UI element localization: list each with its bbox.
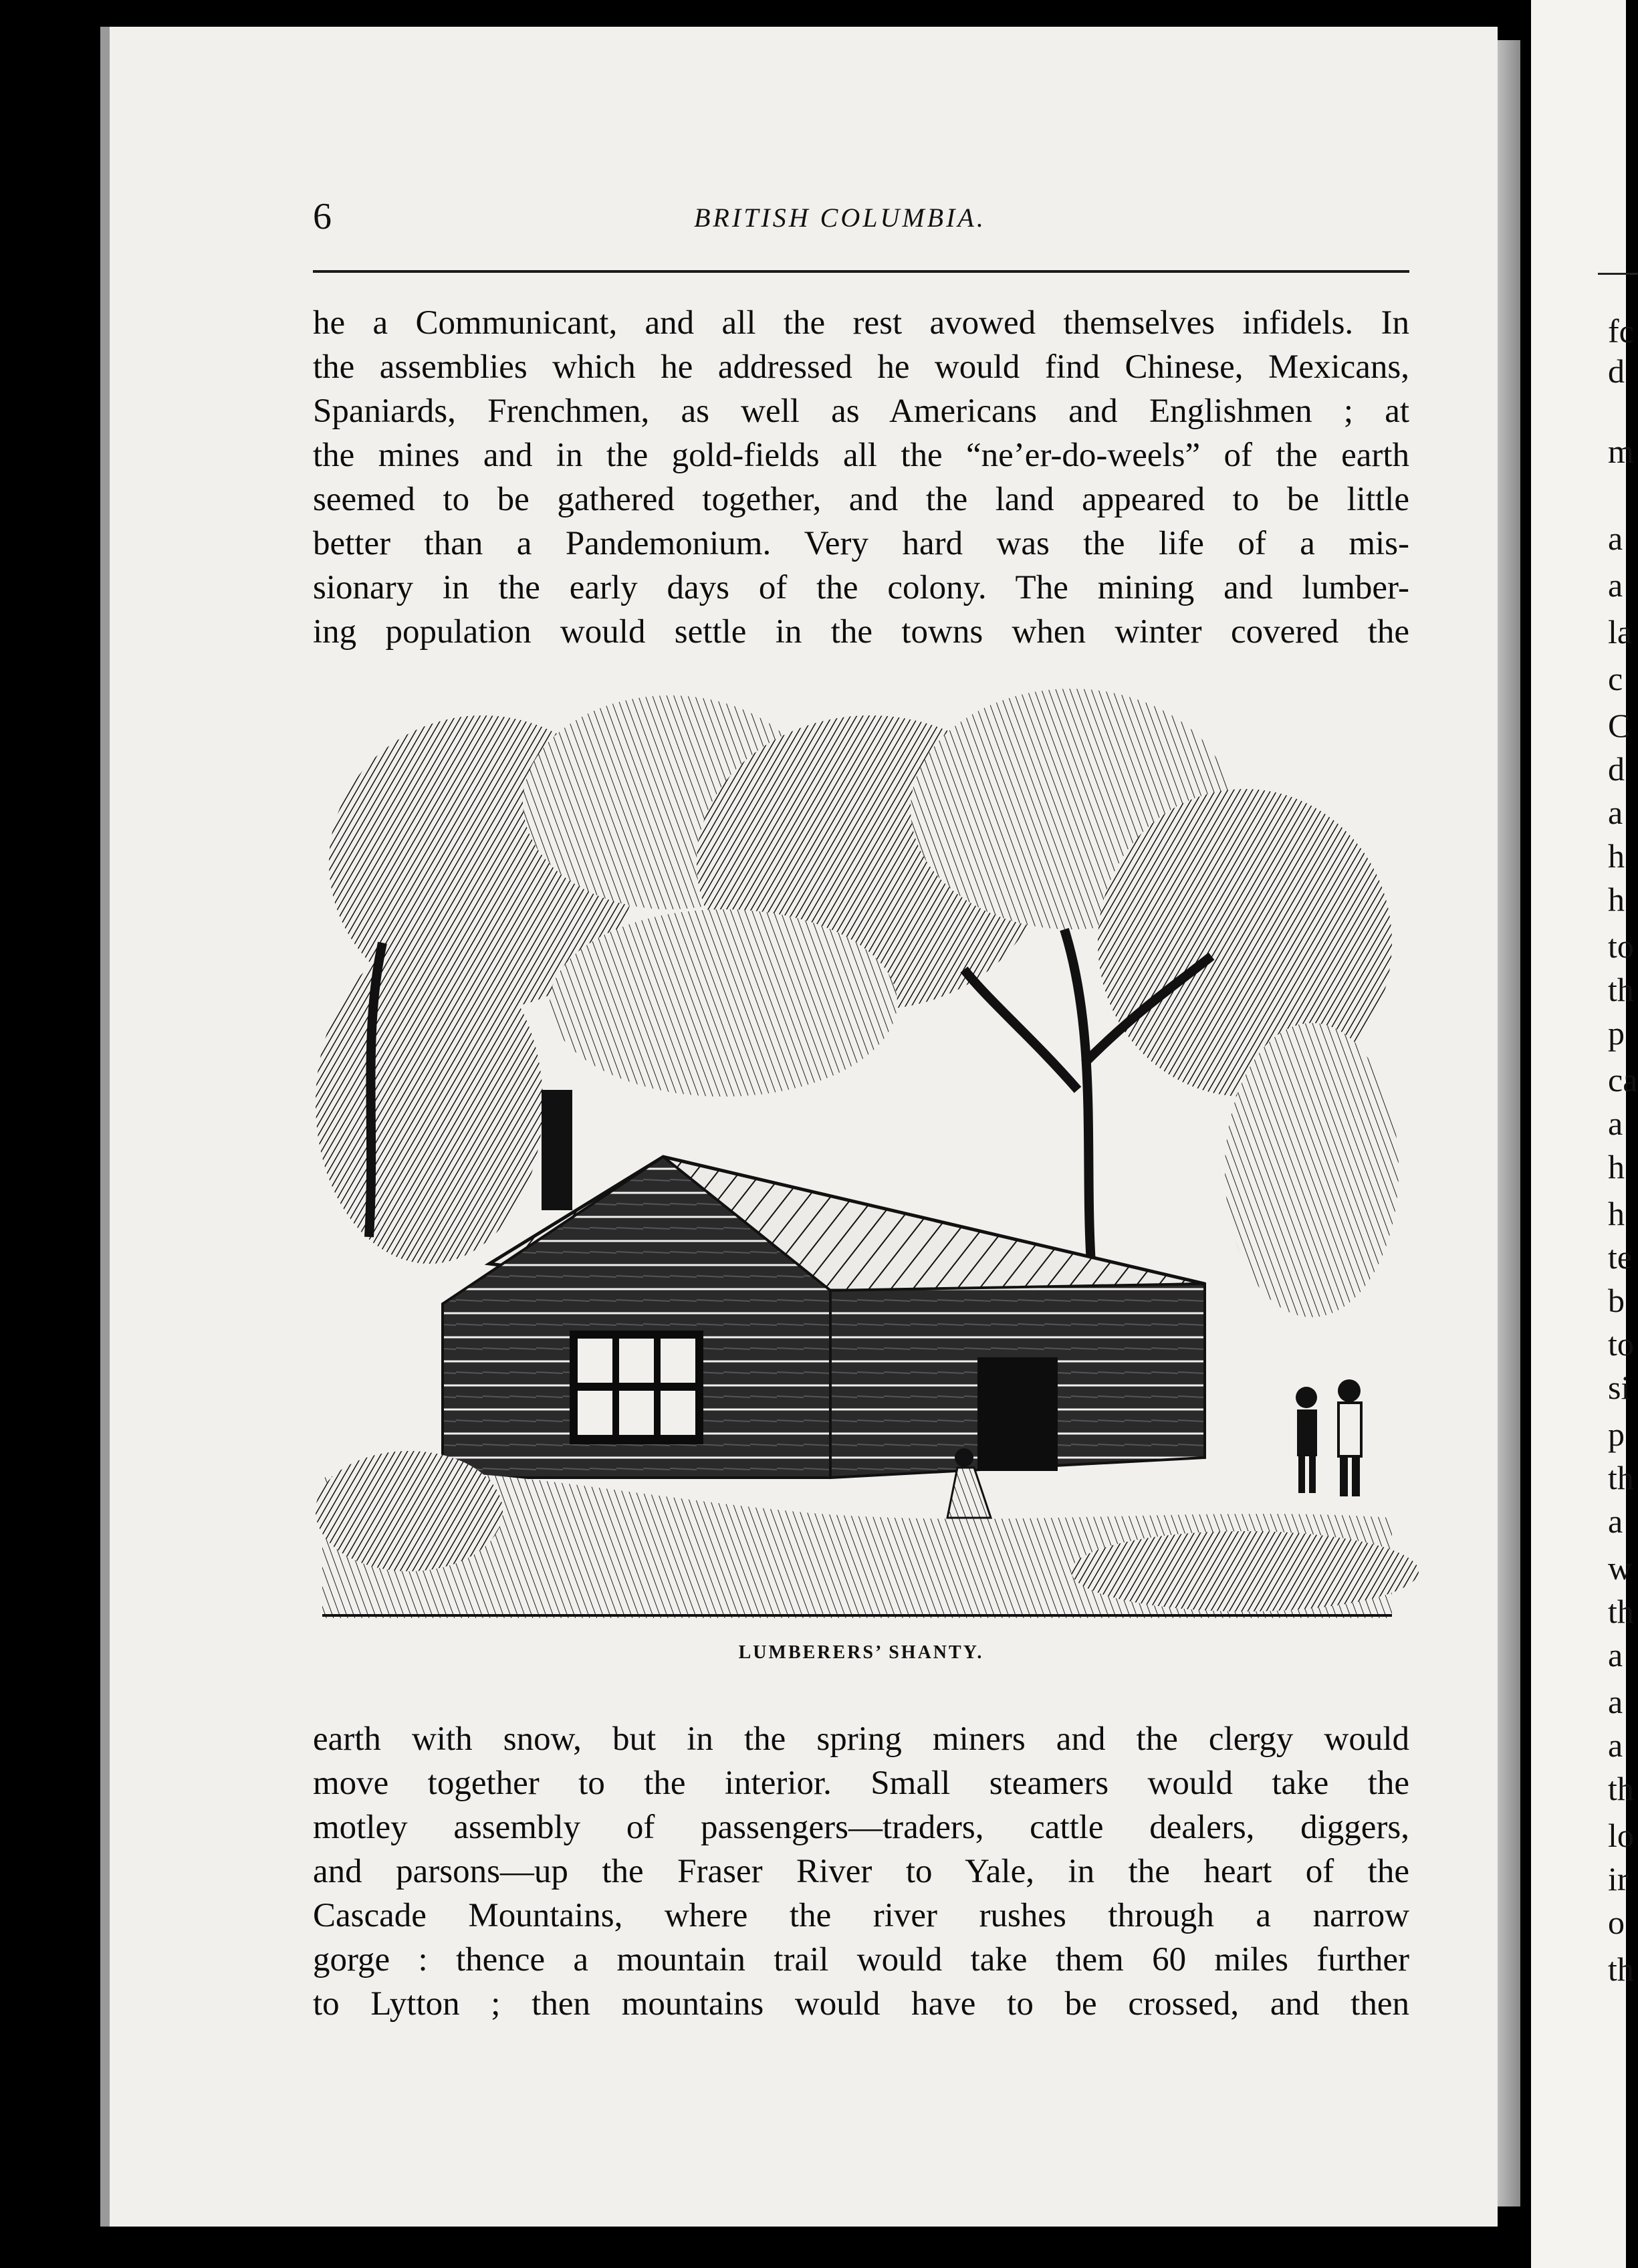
cabin-window	[570, 1331, 703, 1444]
text-line: sionary in the early days of the colony. The mining and lumber-	[313, 569, 1409, 606]
facing-page-letter: th	[1608, 1950, 1634, 1988]
facing-page-letter: a	[1608, 1105, 1623, 1142]
facing-page-letter: th	[1608, 1770, 1634, 1807]
facing-page-letter: C	[1608, 707, 1631, 744]
facing-page-letter: m	[1608, 433, 1634, 470]
facing-page-letter: th	[1608, 971, 1634, 1008]
facing-page-letter: lo	[1608, 1817, 1634, 1854]
body-text-bottom	[313, 1717, 1409, 2026]
facing-page-letter: a	[1608, 794, 1623, 831]
text-line: Cascade Mountains, where the river rushes through a narrow	[313, 1897, 1409, 1934]
text-line: move together to the interior. Small steamers would take the	[313, 1765, 1409, 1802]
facing-page-letter: ca	[1608, 1061, 1638, 1099]
facing-page-letter: a	[1608, 566, 1623, 604]
facing-page-letter: th	[1608, 1593, 1634, 1630]
header-rule	[313, 270, 1409, 273]
facing-page-rule	[1598, 273, 1638, 275]
text-line: he a Communicant, and all the rest avowed themselves infidels. In	[313, 304, 1409, 342]
facing-page-letter: a	[1608, 1683, 1623, 1720]
facing-page-letter: to	[1608, 1325, 1634, 1363]
facing-page-letter: si	[1608, 1369, 1631, 1406]
facing-page-letter: a	[1608, 1636, 1623, 1674]
facing-page-letter: h	[1608, 837, 1625, 875]
facing-page-letter: fc	[1608, 312, 1634, 350]
facing-page-letter: w	[1608, 1549, 1633, 1587]
page-gutter	[1498, 40, 1520, 2206]
text-line: the mines and in the gold-fields all the “ne’er-do-weels” of the earth	[313, 437, 1409, 474]
facing-page-letter: c	[1608, 660, 1623, 697]
facing-page-letter: d	[1608, 750, 1625, 788]
text-line: motley assembly of passengers—traders, cattle dealers, diggers,	[313, 1809, 1409, 1846]
text-line: seemed to be gathered together, and the land appeared to be little	[313, 481, 1409, 518]
facing-page-letter: ir	[1608, 1860, 1629, 1898]
facing-page-letter: p	[1608, 1415, 1625, 1453]
facing-page-letter: te	[1608, 1238, 1633, 1276]
text-line: the assemblies which he addressed he would find Chinese, Mexicans,	[313, 348, 1409, 386]
body-text-top	[313, 301, 1409, 654]
facing-page-letter: th	[1608, 1459, 1634, 1496]
facing-page-letter: h	[1608, 1195, 1625, 1232]
illustration-caption: LUMBERERS’ SHANTY.	[738, 1642, 984, 1663]
page-header	[313, 195, 1409, 249]
running-title: BRITISH COLUMBIA.	[694, 203, 986, 233]
facing-page-letter: la	[1608, 613, 1633, 651]
facing-page-letter: d	[1608, 352, 1625, 390]
facing-page-letter: h	[1608, 881, 1625, 918]
text-line: ing population would settle in the towns when winter covered the	[313, 613, 1409, 651]
text-line: gorge : thence a mountain trail would take them 60 miles further	[313, 1941, 1409, 1978]
cabin-door	[977, 1357, 1058, 1471]
standing-men	[1296, 1379, 1361, 1496]
facing-page-letter: a	[1608, 1726, 1623, 1764]
page-number: 6	[313, 196, 332, 237]
facing-page-letter: to	[1608, 927, 1634, 965]
lumberers-shanty-engraving	[322, 689, 1392, 1618]
facing-page-letter: h	[1608, 1148, 1625, 1185]
text-line: better than a Pandemonium. Very hard was the life of a mis-	[313, 525, 1409, 562]
facing-page-letter: b	[1608, 1282, 1625, 1319]
chimney	[542, 1090, 572, 1210]
text-line: earth with snow, but in the spring miners and the clergy would	[313, 1720, 1409, 1758]
text-line: to Lytton ; then mountains would have to be crossed, and then	[313, 1985, 1409, 2023]
text-line: and parsons—up the Fraser River to Yale, in the heart of the	[313, 1853, 1409, 1890]
facing-page-fragment	[1531, 0, 1638, 2268]
text-line: Spaniards, Frenchmen, as well as Americans and Englishmen ; at	[313, 392, 1409, 430]
facing-page-letter: a	[1608, 520, 1623, 557]
facing-page-letter: a	[1608, 1502, 1623, 1540]
facing-page-letter: p	[1608, 1014, 1625, 1052]
facing-page-letter: o	[1608, 1904, 1625, 1941]
